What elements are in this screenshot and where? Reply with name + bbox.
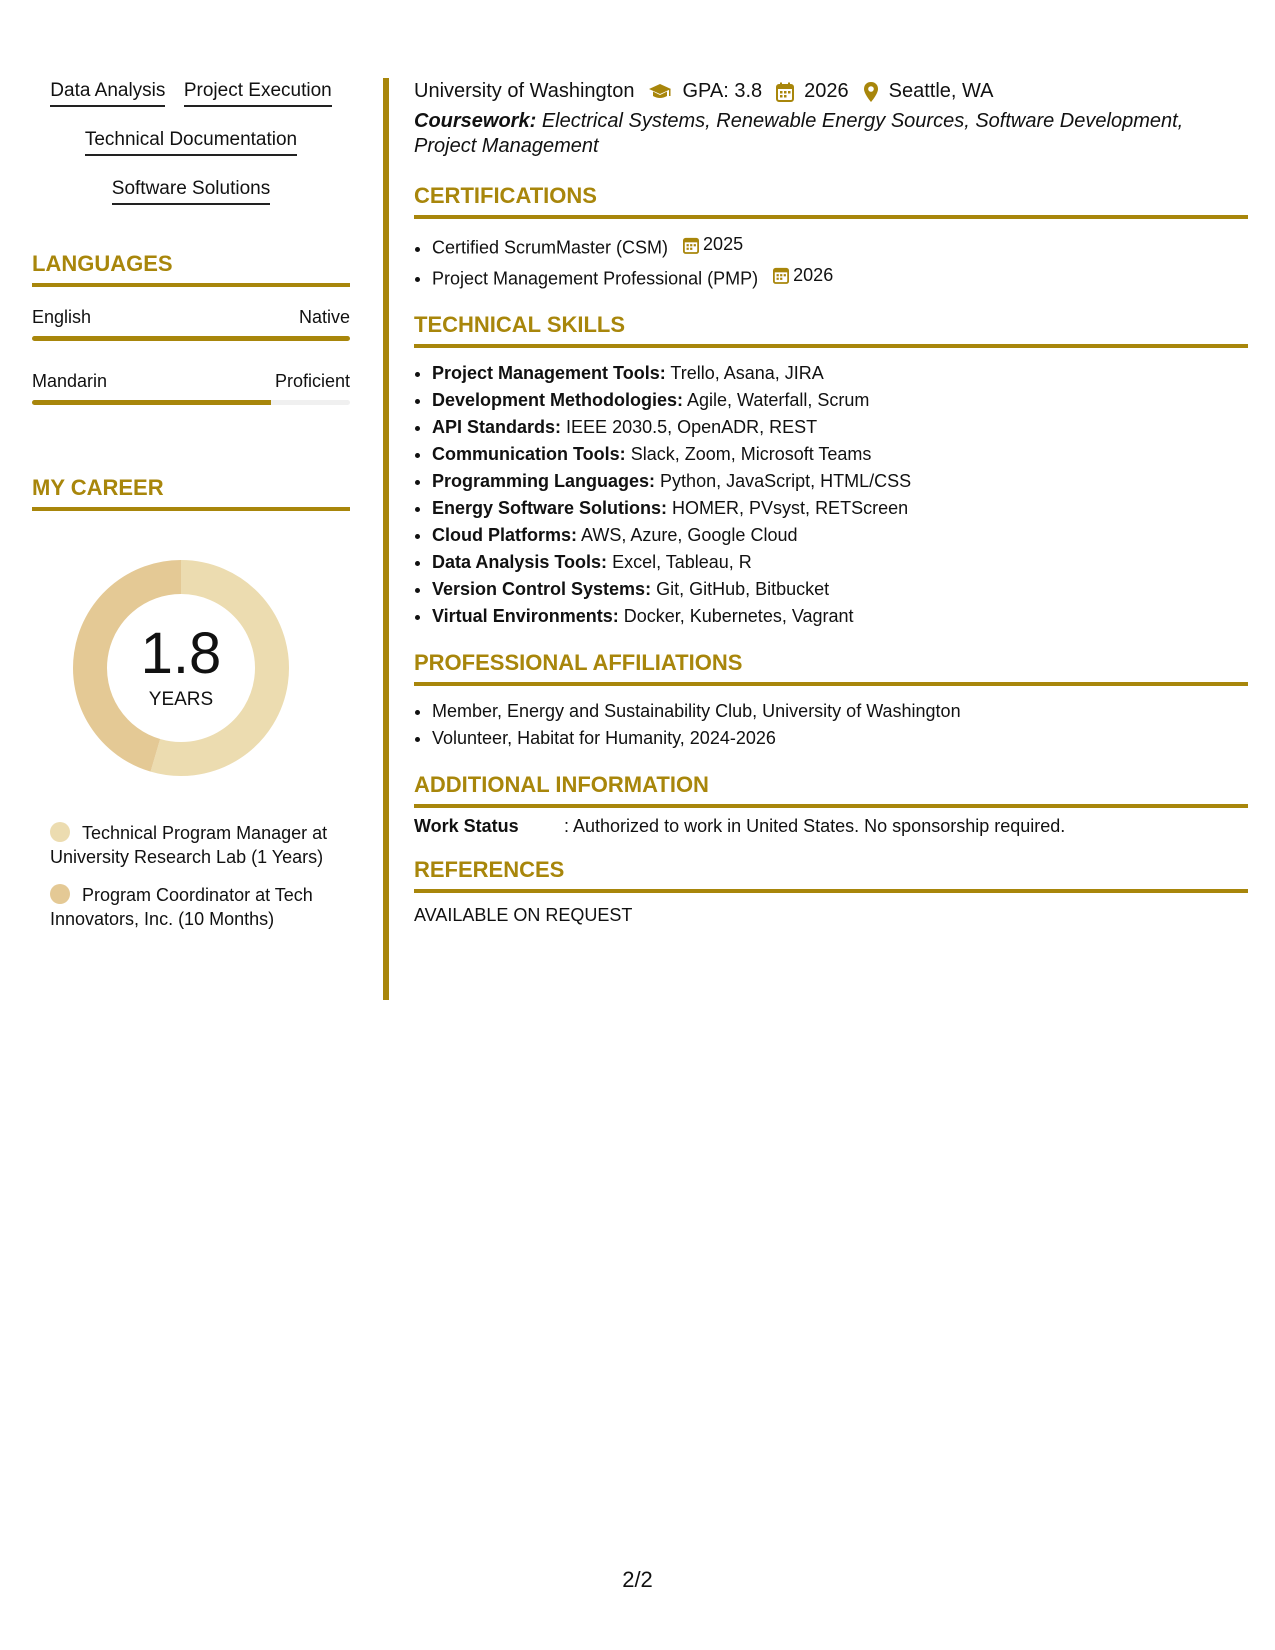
- certification-name: Project Management Professional (PMP): [432, 268, 759, 288]
- sidebar: [32, 80, 350, 945]
- career-section: [32, 475, 350, 931]
- skill-item: [432, 414, 1248, 441]
- references-title: REFERENCES: [414, 857, 1248, 893]
- career-title: MY CAREER: [32, 475, 350, 511]
- certifications-section: [414, 183, 1248, 292]
- main-content: [414, 80, 1248, 926]
- skill-item: [432, 576, 1248, 603]
- skill-tag: Data Analysis: [50, 80, 165, 107]
- location: Seattle, WA: [888, 80, 994, 102]
- skill-value: Python, JavaScript, HTML/CSS: [660, 471, 912, 491]
- skill-value: AWS, Azure, Google Cloud: [581, 525, 798, 545]
- skill-label: Communication Tools:: [432, 444, 626, 464]
- references-section: [414, 857, 1248, 926]
- coursework-label: Coursework:: [414, 110, 537, 132]
- skill-label: Energy Software Solutions:: [432, 498, 668, 518]
- skill-label: API Standards:: [432, 417, 562, 437]
- affiliations-title: PROFESSIONAL AFFILIATIONS: [414, 650, 1248, 686]
- skill-label: Data Analysis Tools:: [432, 552, 608, 572]
- languages-title: LANGUAGES: [32, 251, 350, 287]
- education-line: [414, 80, 1248, 103]
- column-divider: [383, 78, 389, 1000]
- skill-tag: Software Solutions: [112, 178, 270, 205]
- graduation-year: 2026: [804, 80, 849, 102]
- work-status-label: Work Status: [414, 816, 519, 836]
- skill-label: Programming Languages:: [432, 471, 656, 491]
- references-text: AVAILABLE ON REQUEST: [414, 905, 633, 925]
- skill-label: Cloud Platforms:: [432, 525, 578, 545]
- affiliations-list: [414, 698, 1248, 752]
- career-donut: [66, 553, 296, 783]
- affiliation-item: • Volunteer, Habitat for Humanity, 2024-2026: [432, 725, 1248, 752]
- certification-year: 2026: [793, 264, 834, 285]
- calendar-icon: [683, 236, 699, 254]
- certifications-title: CERTIFICATIONS: [414, 183, 1248, 219]
- skill-tags: [32, 80, 350, 205]
- skill-value: IEEE 2030.5, OpenADR, REST: [566, 417, 818, 437]
- skill-item: [432, 495, 1248, 522]
- coursework-list: Electrical Systems, Renewable Energy Sources, Software Development, Project Management: [414, 110, 1184, 157]
- career-legend: [32, 821, 350, 931]
- skill-label: Project Management Tools:: [432, 363, 666, 383]
- tag-row: [32, 129, 350, 156]
- page-number: 2/2: [622, 1567, 653, 1592]
- certification-item: [432, 231, 1248, 262]
- language-name: Mandarin: [32, 371, 108, 391]
- skill-value: Agile, Waterfall, Scrum: [687, 390, 870, 410]
- technical-skills-title: TECHNICAL SKILLS: [414, 312, 1248, 348]
- certification-year: 2025: [703, 234, 744, 254]
- skill-item: [432, 387, 1248, 414]
- language-bar-fill: [32, 400, 271, 405]
- skill-label: Virtual Environments:: [432, 606, 619, 626]
- language-item: [32, 307, 350, 341]
- work-status: [414, 816, 1248, 837]
- career-total: 1.8: [140, 621, 222, 686]
- skill-label: Version Control Systems:: [432, 579, 652, 599]
- skill-value: Docker, Kubernetes, Vagrant: [623, 606, 854, 626]
- legend-item: [50, 883, 340, 931]
- skill-value: Excel, Tableau, R: [612, 552, 752, 572]
- career-unit: YEARS: [148, 689, 214, 710]
- skill-value: Git, GitHub, Bitbucket: [656, 579, 830, 599]
- additional-info-section: [414, 772, 1248, 837]
- language-bar: [32, 336, 350, 341]
- languages-section: [32, 251, 350, 405]
- skill-item: [432, 549, 1248, 576]
- skill-item: [432, 441, 1248, 468]
- school-name: University of Washington: [414, 80, 635, 102]
- language-bar-fill: [32, 336, 350, 341]
- location-pin-icon: [863, 81, 879, 103]
- legend-label: Program Coordinator at Tech Innovators, Inc. (10 Months): [50, 885, 313, 929]
- skill-tag: Project Execution: [184, 80, 332, 107]
- legend-dot: [50, 884, 70, 904]
- language-bar: [32, 400, 350, 405]
- affiliations-section: [414, 650, 1248, 752]
- tag-row: [32, 80, 350, 107]
- certifications-list: [414, 231, 1248, 292]
- gpa: GPA: 3.8: [682, 80, 763, 102]
- graduation-cap-icon: [648, 83, 672, 101]
- language-level: Proficient: [274, 371, 350, 391]
- technical-skills-section: [414, 312, 1248, 630]
- coursework: [414, 109, 1248, 159]
- skill-item: [432, 603, 1248, 630]
- skill-value: Slack, Zoom, Microsoft Teams: [630, 444, 872, 464]
- skill-tag: Technical Documentation: [85, 129, 297, 156]
- legend-item: [50, 821, 340, 869]
- calendar-icon: [773, 266, 789, 284]
- language-name: English: [32, 307, 92, 327]
- certification-name: Certified ScrumMaster (CSM): [432, 237, 669, 258]
- certification-item: [432, 262, 1248, 293]
- tag-row: [32, 178, 350, 205]
- legend-label: Technical Program Manager at University Research Lab (1 Years): [50, 823, 328, 867]
- work-status-value: : Authorized to work in United States. No sponsorship required.: [564, 816, 1066, 836]
- language-item: [32, 371, 350, 405]
- legend-dot: [50, 822, 70, 842]
- skill-value: Trello, Asana, JIRA: [670, 363, 824, 383]
- technical-skills-list: [414, 360, 1248, 630]
- language-level: Native: [298, 307, 350, 327]
- skill-value: HOMER, PVsyst, RETScreen: [672, 498, 909, 518]
- additional-info-title: ADDITIONAL INFORMATION: [414, 772, 1248, 808]
- skill-label: Development Methodologies:: [432, 390, 684, 410]
- skill-item: [432, 468, 1248, 495]
- skill-item: [432, 360, 1248, 387]
- calendar-icon: [776, 82, 794, 102]
- affiliation-item: • Member, Energy and Sustainability Club, University of Washington: [432, 698, 1248, 725]
- skill-item: [432, 522, 1248, 549]
